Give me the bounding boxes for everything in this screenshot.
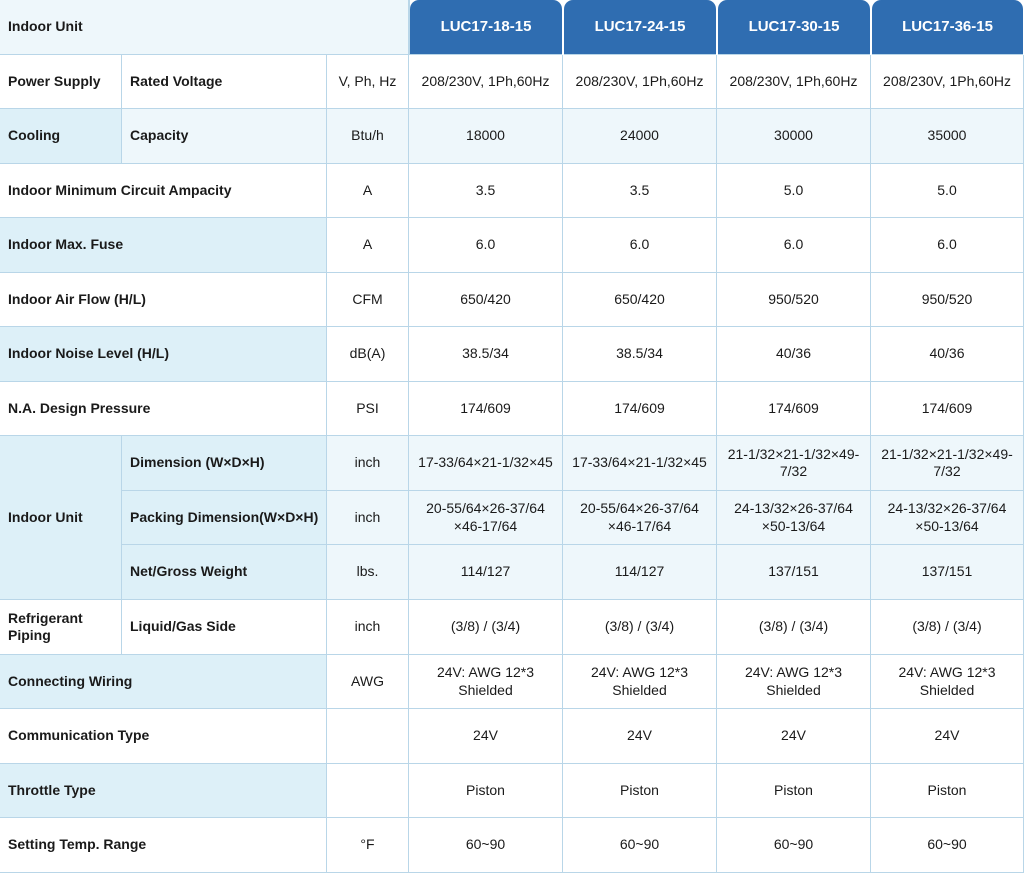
value-cell: 21-1/32×21-1/32×49-7/32 [871,436,1024,491]
row-unit: Btu/h [327,109,409,164]
row-unit: A [327,164,409,218]
value-cell: 17-33/64×21-1/32×45 [409,436,563,491]
value-cell: 21-1/32×21-1/32×49-7/32 [717,436,871,491]
value-cell: 20-55/64×26-37/64 ×46-17/64 [563,491,717,545]
row-unit: A [327,218,409,273]
value-cell: 950/520 [717,273,871,327]
value-cell: 17-33/64×21-1/32×45 [563,436,717,491]
value-cell: 950/520 [871,273,1024,327]
row-category: Indoor Unit [0,436,122,600]
value-cell: 20-55/64×26-37/64 ×46-17/64 [409,491,563,545]
row-category: Indoor Max. Fuse [0,218,327,273]
value-cell: 6.0 [409,218,563,273]
value-cell: 60~90 [409,818,563,873]
value-cell: 60~90 [563,818,717,873]
row-sublabel: Packing Dimension(W×D×H) [122,491,327,545]
value-cell: Piston [409,764,563,818]
value-cell: 174/609 [871,382,1024,436]
row-unit [327,709,409,764]
value-cell: 114/127 [563,545,717,600]
model-header: LUC17-24-15 [564,0,716,55]
row-sublabel: Net/Gross Weight [122,545,327,600]
value-cell: 24V [717,709,871,764]
value-cell: 208/230V, 1Ph,60Hz [563,55,717,109]
row-category: Throttle Type [0,764,327,818]
value-cell: (3/8) / (3/4) [409,600,563,655]
row-sublabel: Liquid/Gas Side [122,600,327,655]
value-cell: 24V [409,709,563,764]
value-cell: 24-13/32×26-37/64 ×50-13/64 [717,491,871,545]
value-cell: 114/127 [409,545,563,600]
value-cell: 208/230V, 1Ph,60Hz [717,55,871,109]
value-cell: 24V: AWG 12*3 Shielded [717,655,871,709]
model-header: LUC17-30-15 [718,0,870,55]
value-cell: 137/151 [717,545,871,600]
row-sublabel: Dimension (W×D×H) [122,436,327,491]
value-cell: 174/609 [563,382,717,436]
value-cell: 40/36 [717,327,871,382]
row-category: Indoor Minimum Circuit Ampacity [0,164,327,218]
row-unit: dB(A) [327,327,409,382]
value-cell: 60~90 [871,818,1024,873]
value-cell: 24000 [563,109,717,164]
value-cell: (3/8) / (3/4) [871,600,1024,655]
row-category: Communication Type [0,709,327,764]
value-cell: 35000 [871,109,1024,164]
value-cell: 650/420 [563,273,717,327]
row-category: Setting Temp. Range [0,818,327,873]
row-category: Power Supply [0,55,122,109]
value-cell: 3.5 [563,164,717,218]
value-cell: Piston [871,764,1024,818]
row-category: Connecting Wiring [0,655,327,709]
row-unit: inch [327,600,409,655]
value-cell: 24V: AWG 12*3 Shielded [409,655,563,709]
value-cell: (3/8) / (3/4) [717,600,871,655]
value-cell: 6.0 [871,218,1024,273]
row-category: Cooling [0,109,122,164]
model-header: LUC17-18-15 [410,0,562,55]
value-cell: Piston [563,764,717,818]
value-cell: 24V [563,709,717,764]
value-cell: 6.0 [717,218,871,273]
value-cell: 5.0 [717,164,871,218]
row-unit: V, Ph, Hz [327,55,409,109]
value-cell: 40/36 [871,327,1024,382]
model-header: LUC17-36-15 [872,0,1023,55]
row-unit: lbs. [327,545,409,600]
value-cell: 24V [871,709,1024,764]
value-cell: 208/230V, 1Ph,60Hz [409,55,563,109]
value-cell: 137/151 [871,545,1024,600]
row-unit: PSI [327,382,409,436]
row-sublabel: Capacity [122,109,327,164]
row-unit: °F [327,818,409,873]
row-unit: inch [327,491,409,545]
value-cell: (3/8) / (3/4) [563,600,717,655]
value-cell: 60~90 [717,818,871,873]
row-category: N.A. Design Pressure [0,382,327,436]
row-sublabel: Rated Voltage [122,55,327,109]
value-cell: 6.0 [563,218,717,273]
value-cell: 24V: AWG 12*3 Shielded [871,655,1024,709]
header-title: Indoor Unit [0,0,409,55]
row-category: Indoor Air Flow (H/L) [0,273,327,327]
value-cell: 3.5 [409,164,563,218]
value-cell: 174/609 [409,382,563,436]
value-cell: 38.5/34 [563,327,717,382]
row-category: Refrigerant Piping [0,600,122,655]
row-category: Indoor Noise Level (H/L) [0,327,327,382]
row-unit: CFM [327,273,409,327]
row-unit: AWG [327,655,409,709]
value-cell: 18000 [409,109,563,164]
value-cell: 208/230V, 1Ph,60Hz [871,55,1024,109]
value-cell: 650/420 [409,273,563,327]
row-unit: inch [327,436,409,491]
value-cell: 24-13/32×26-37/64 ×50-13/64 [871,491,1024,545]
row-unit [327,764,409,818]
value-cell: 24V: AWG 12*3 Shielded [563,655,717,709]
value-cell: 5.0 [871,164,1024,218]
value-cell: Piston [717,764,871,818]
value-cell: 30000 [717,109,871,164]
value-cell: 174/609 [717,382,871,436]
value-cell: 38.5/34 [409,327,563,382]
